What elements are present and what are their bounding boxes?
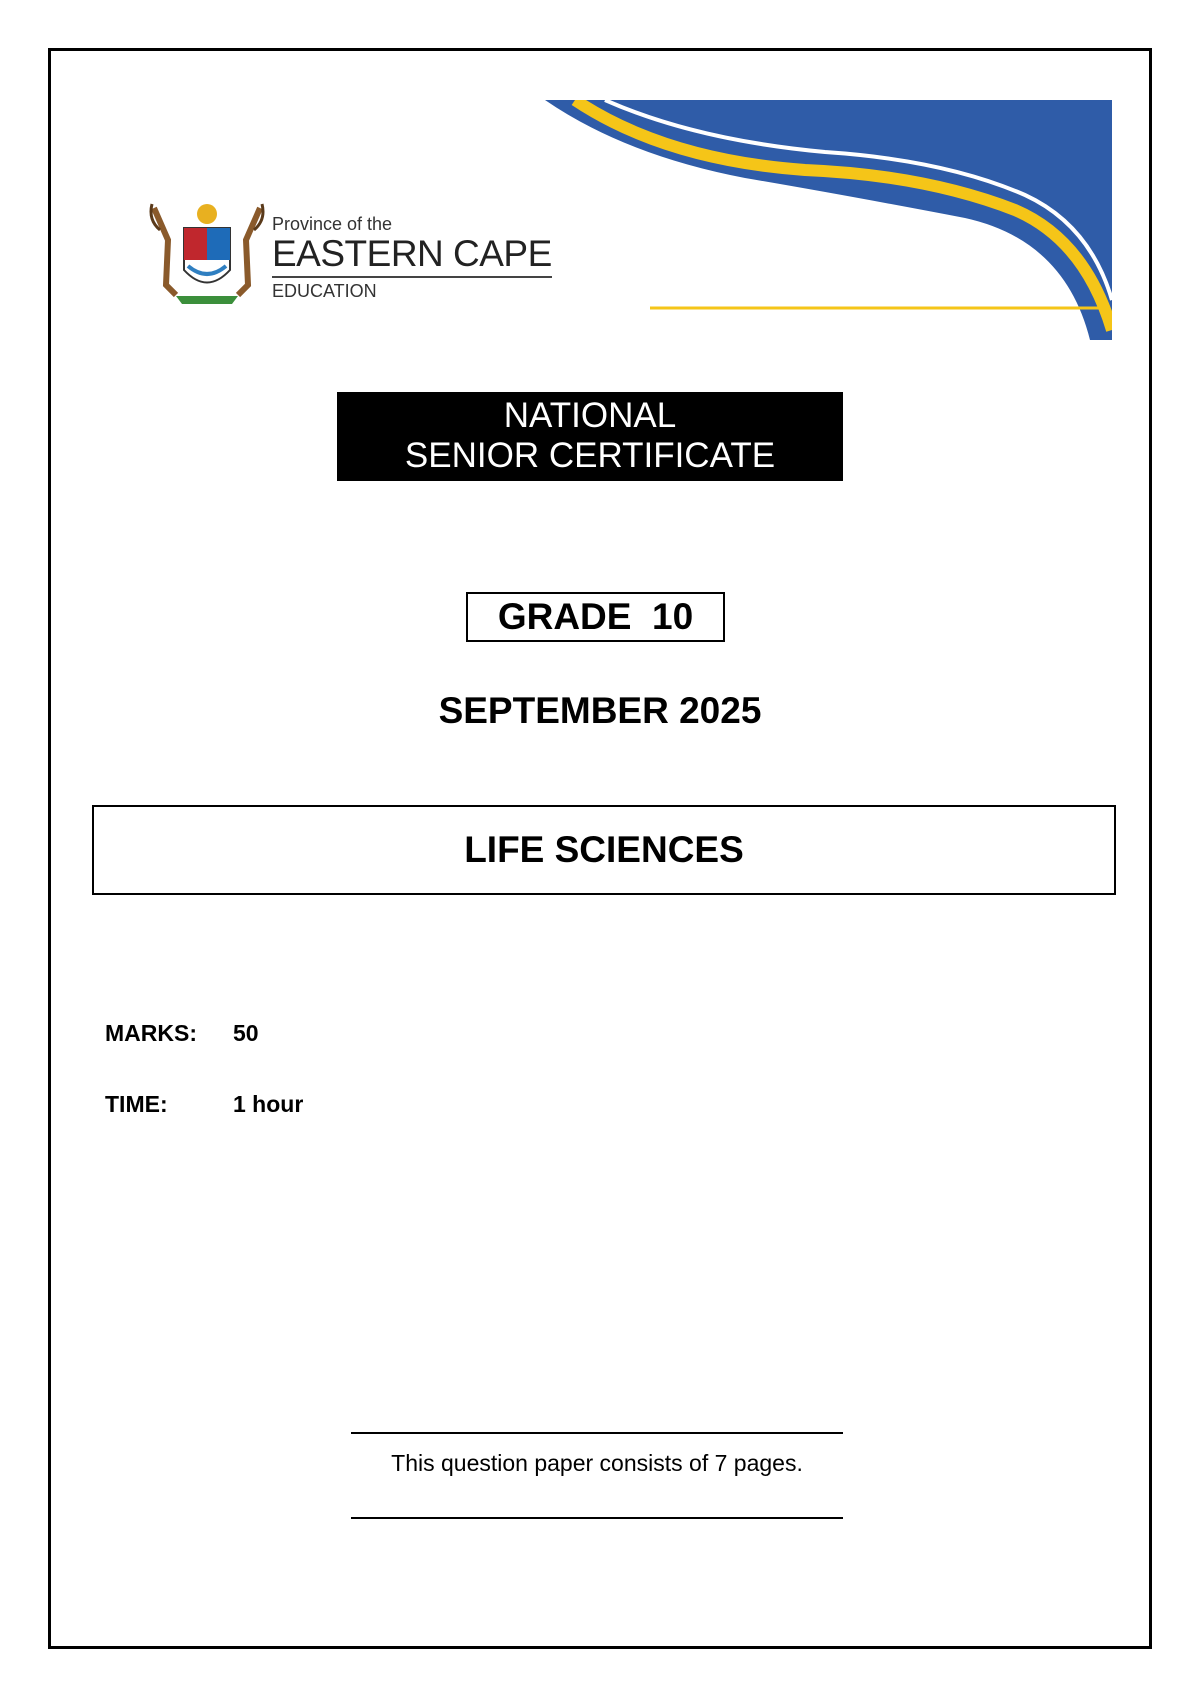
divider-top	[351, 1432, 843, 1434]
nsc-line-2: SENIOR CERTIFICATE	[404, 436, 776, 475]
nsc-line-1: NATIONAL	[503, 396, 677, 435]
divider-bottom	[351, 1517, 843, 1519]
department-logo-text	[272, 214, 552, 302]
time-row	[105, 1091, 303, 1118]
nsc-title-box	[337, 392, 843, 481]
marks-value: 50	[233, 1020, 259, 1046]
logo-province-line: Province of the	[272, 214, 393, 234]
marks-row	[105, 1020, 259, 1047]
time-value: 1 hour	[233, 1091, 304, 1117]
subject-title: LIFE SCIENCES	[92, 805, 1116, 895]
logo-department: EDUCATION	[272, 281, 377, 301]
exam-date: SEPTEMBER 2025	[438, 690, 762, 731]
page-count-note: This question paper consists of 7 pages.	[391, 1450, 803, 1476]
time-label: TIME:	[105, 1091, 168, 1117]
marks-label: MARKS:	[105, 1020, 197, 1046]
header-banner	[545, 100, 1112, 340]
logo-province-name: EASTERN CAPE	[272, 234, 552, 278]
banner-line: Iphondo leMpuma Kapa: Isebe leMfundo	[663, 260, 835, 271]
coat-of-arms-icon	[146, 200, 268, 310]
grade-label: GRADE 10	[466, 592, 725, 642]
banner-line: Porafensie Ya Kapa Botjahabela: Lefapha la Thuto	[663, 288, 876, 299]
banner-line: Provinsie van die Oos Kaap: Department van Onderwys	[663, 274, 899, 285]
banner-department-names	[663, 259, 899, 301]
